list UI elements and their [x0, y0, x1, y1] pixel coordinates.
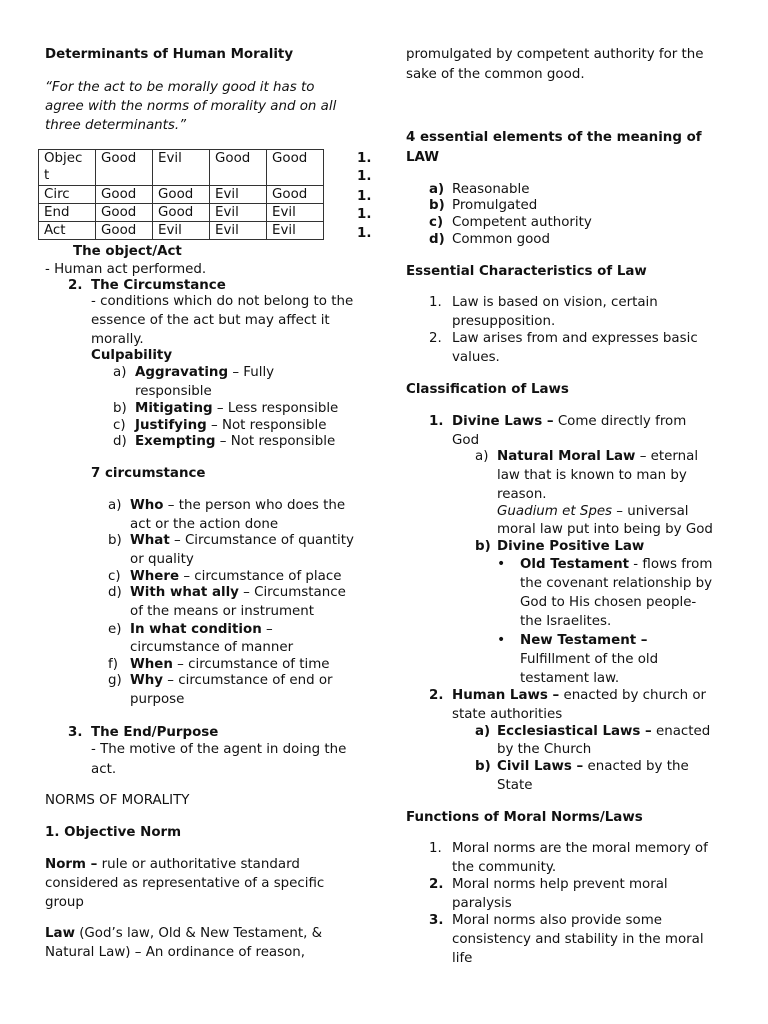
doc-title: Determinants of Human Morality: [45, 47, 294, 62]
list-number: 1.: [357, 151, 372, 166]
circ-desc-line: morally.: [91, 332, 144, 347]
table-cell: Good: [96, 222, 153, 240]
end-desc-line: - The motive of the agent in doing the: [91, 742, 347, 757]
table-cell: Evil: [210, 204, 267, 222]
list-marker: d): [108, 585, 122, 600]
list-item: With what ally – Circumstance: [130, 585, 346, 600]
table-row: [39, 222, 324, 240]
old-testament-item: Old Testament - flows from: [520, 557, 713, 572]
list-item-cont: act or the action done: [130, 517, 279, 532]
list-marker: b): [475, 759, 491, 774]
quote-line-1: “For the act to be morally good it has to: [45, 80, 315, 95]
list-item-cont: or quality: [130, 552, 194, 567]
bullet-icon: •: [497, 632, 506, 648]
table-cell: Good: [210, 150, 267, 186]
list-marker: a): [475, 449, 489, 464]
bullet-icon: •: [497, 556, 506, 572]
table-cell: Good: [96, 186, 153, 204]
list-item: Moral norms help prevent moral: [452, 877, 668, 892]
list-marker: e): [108, 622, 122, 637]
list-marker: b): [475, 539, 491, 554]
list-item: In what condition –: [130, 622, 273, 637]
new-testament-item: New Testament –: [520, 633, 648, 648]
table-cell: Evil: [267, 222, 324, 240]
list-marker: 2.: [429, 331, 442, 346]
list-number: 1.: [357, 207, 372, 222]
table-cell: Good: [267, 186, 324, 204]
ecclesiastical-item: Ecclesiastical Laws – enacted: [497, 724, 711, 739]
list-item-cont: of the means or instrument: [130, 604, 315, 619]
table-cell: Good: [153, 204, 210, 222]
list-item-cont: God: [452, 433, 480, 448]
list-item-cont: Fulfillment of the old: [520, 652, 659, 667]
list-marker: 1.: [429, 414, 444, 429]
list-item: Law arises from and expresses basic: [452, 331, 698, 346]
quote-line-3: three determinants.”: [45, 118, 187, 133]
list-marker: 3.: [429, 913, 444, 928]
list-marker: f): [108, 657, 118, 672]
list-item: Why – circumstance of end or: [130, 673, 333, 688]
list-marker: a): [475, 724, 491, 739]
table-cell: Good: [267, 150, 324, 186]
circ-heading: The Circumstance: [91, 278, 226, 293]
list-marker: c): [108, 569, 121, 584]
list-marker: a): [429, 182, 445, 197]
list-item: What – Circumstance of quantity: [130, 533, 354, 548]
table-cell: End: [39, 204, 96, 222]
list-marker: c): [113, 418, 126, 433]
divine-laws-item: Divine Laws – Come directly from: [452, 414, 687, 429]
list-item: Common good: [452, 232, 550, 247]
list-marker: d): [113, 434, 127, 449]
list-item-cont: testament law.: [520, 671, 620, 686]
list-item-cont: the covenant relationship by: [520, 576, 713, 591]
list-item: Competent authority: [452, 215, 592, 230]
end-desc-line: act.: [91, 762, 117, 777]
list-marker: d): [429, 232, 445, 247]
list-item: Where – circumstance of place: [130, 569, 342, 584]
list-item-cont: reason.: [497, 487, 547, 502]
list-item-cont: life: [452, 951, 473, 966]
object-heading: The object/Act: [73, 244, 182, 259]
list-item-cont: purpose: [130, 692, 185, 707]
law-definition: Law (God’s law, Old & New Testament, &: [45, 926, 323, 941]
list-item-cont: values.: [452, 350, 500, 365]
positive-law-item: Divine Positive Law: [497, 539, 645, 554]
list-marker: 2.: [429, 877, 444, 892]
table-cell: Good: [153, 186, 210, 204]
list-marker: b): [429, 198, 445, 213]
list-item-cont: by the Church: [497, 742, 592, 757]
list-item: Moral norms are the moral memory of: [452, 841, 708, 856]
gaudium-item: Guadium et Spes – universal: [497, 504, 689, 519]
table-cell: Good: [96, 150, 153, 186]
list-item-cont: God to His chosen people-: [520, 595, 697, 610]
list-item-cont: law that is known to man by: [497, 468, 687, 483]
list-number: 1.: [357, 226, 372, 241]
list-item-cont: presupposition.: [452, 314, 556, 329]
table-cell: Evil: [267, 204, 324, 222]
classification-heading: Classification of Laws: [406, 382, 569, 397]
list-marker: 2.: [429, 688, 444, 703]
list-item: Mitigating – Less responsible: [135, 401, 339, 416]
table-cell: Evil: [153, 222, 210, 240]
norms-heading: NORMS OF MORALITY: [45, 793, 190, 808]
list-item: Justifying – Not responsible: [135, 418, 327, 433]
list-marker: 1.: [429, 295, 442, 310]
list-item-cont: moral law put into being by God: [497, 522, 713, 537]
norm-definition-line: considered as representative of a specific: [45, 876, 325, 891]
list-item: When – circumstance of time: [130, 657, 330, 672]
list-item-cont: the Israelites.: [520, 614, 612, 629]
table-cell: Objec t: [39, 150, 96, 186]
table-row: [39, 204, 324, 222]
table-cell: Act: [39, 222, 96, 240]
list-item-cont: state authorities: [452, 707, 563, 722]
list-item: Reasonable: [452, 182, 530, 197]
end-number: 3.: [68, 725, 83, 740]
table-cell: Good: [96, 204, 153, 222]
list-item: Moral norms also provide some: [452, 913, 663, 928]
list-item: Aggravating – Fully: [135, 365, 275, 380]
continuation-line: sake of the common good.: [406, 67, 585, 82]
natural-law-item: Natural Moral Law – eternal: [497, 449, 699, 464]
list-number: 1.: [357, 169, 372, 184]
list-marker: a): [108, 498, 122, 513]
norm-definition-line: group: [45, 895, 84, 910]
list-number: 1.: [357, 189, 372, 204]
essential-heading-line: 4 essential elements of the meaning of: [406, 130, 702, 145]
table-row: [39, 150, 324, 186]
table-cell: Evil: [210, 222, 267, 240]
civil-laws-item: Civil Laws – enacted by the: [497, 759, 689, 774]
list-item: Law is based on vision, certain: [452, 295, 658, 310]
culpability-heading: Culpability: [91, 348, 173, 363]
list-item-cont: circumstance of manner: [130, 640, 294, 655]
list-item-cont: consistency and stability in the moral: [452, 932, 704, 947]
list-item-cont: the community.: [452, 860, 557, 875]
table-cell: Circ: [39, 186, 96, 204]
list-marker: b): [113, 401, 127, 416]
list-marker: g): [108, 673, 122, 688]
functions-heading: Functions of Moral Norms/Laws: [406, 810, 643, 825]
human-laws-item: Human Laws – enacted by church or: [452, 688, 707, 703]
list-item-cont: paralysis: [452, 896, 512, 911]
characteristics-heading: Essential Characteristics of Law: [406, 264, 647, 279]
law-definition-line: Natural Law) – An ordinance of reason,: [45, 945, 306, 960]
table-cell: Evil: [153, 150, 210, 186]
object-description: - Human act performed.: [45, 262, 207, 277]
list-item: Promulgated: [452, 198, 538, 213]
list-marker: 1.: [429, 841, 442, 856]
determinants-table: [38, 149, 324, 240]
table-row: [39, 186, 324, 204]
circ-number: 2.: [68, 278, 83, 293]
seven-heading: 7 circumstance: [91, 466, 206, 481]
list-marker: c): [429, 215, 444, 230]
list-marker: b): [108, 533, 122, 548]
list-item-cont: State: [497, 778, 533, 793]
end-heading: The End/Purpose: [91, 725, 219, 740]
list-marker: a): [113, 365, 127, 380]
norm-definition: Norm – rule or authoritative standard: [45, 857, 300, 872]
list-item: Exempting – Not responsible: [135, 434, 336, 449]
objective-heading: 1. Objective Norm: [45, 825, 182, 840]
continuation-line: promulgated by competent authority for the: [406, 47, 704, 62]
table-cell: Evil: [210, 186, 267, 204]
list-item-cont: responsible: [135, 384, 212, 399]
list-item: Who – the person who does the: [130, 498, 346, 513]
quote-line-2: agree with the norms of morality and on all: [45, 99, 337, 114]
circ-desc-line: essence of the act but may affect it: [91, 313, 330, 328]
circ-desc-line: - conditions which do not belong to the: [91, 294, 354, 309]
essential-heading-line: LAW: [406, 150, 440, 165]
